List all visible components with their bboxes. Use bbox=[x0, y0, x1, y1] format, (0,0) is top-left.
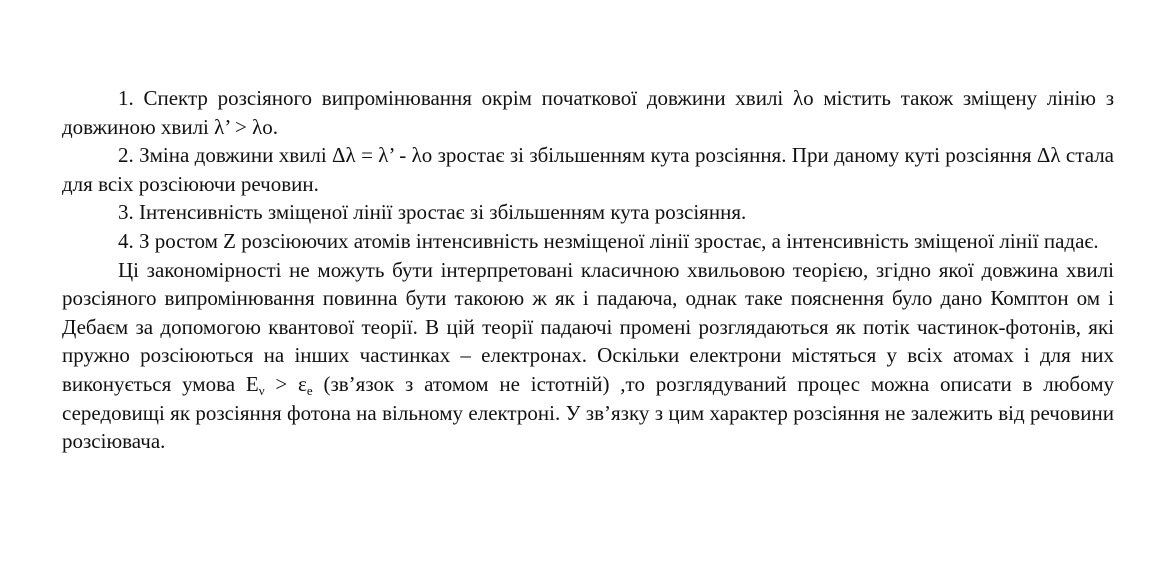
paragraph-2 bbox=[62, 141, 1114, 198]
paragraph-5-text-end: (зв’язок з атомом не істотній) ,то розглядуваний процес можна описати в любому середовищі як розсіяння фотона на вільному електроні. У зв’язку з цим характер розсіяння не залежить від речовини розсіювача. bbox=[62, 371, 1115, 454]
energy-subscript: ν bbox=[258, 382, 265, 398]
paragraph-5-text-middle: > ε bbox=[264, 371, 307, 396]
paragraph-4 bbox=[62, 227, 1114, 256]
paragraph-4-text: 4. З ростом Z розсіюючих атомів інтенсивність незміщеної лінії зростає, а інтенсивність зміщеної лінії падає. bbox=[118, 228, 1099, 253]
paragraph-3 bbox=[62, 198, 1114, 227]
epsilon-subscript: e bbox=[306, 382, 313, 398]
paragraph-2-text: 2. Зміна довжини хвилі Δλ = λ’ - λo зростає зі збільшенням кута розсіяння. При даному куті розсіяння Δλ стала для всіх розсіюючи речовин. bbox=[62, 143, 1114, 196]
paragraph-5 bbox=[62, 256, 1114, 456]
document-body bbox=[62, 84, 1114, 456]
paragraph-1-text: 1. Спектр розсіяного випромінювання окрім початкової довжини хвилі λo містить також зміщену лінію з довжиною хвилі λ’ > λo. bbox=[62, 86, 1114, 139]
paragraph-5-text-start: Ці закономірності не можуть бути інтерпретовані класичною хвильовою теорією, згідно якої довжина хвилі розсіяного випромінювання повинна бути такоюю ж як і падаюча, однак таке пояснення було дано Комптон ом і Дебаєм за допомогою квантової теорії. В цій теорії падаючі промені розглядаються як потік частинок-фотонів, які пружно розсіюються на інших частинках – електронах. Оскільки електрони містяться у всіх атомах і для них виконується умова E bbox=[62, 257, 1114, 396]
paragraph-1 bbox=[62, 84, 1114, 141]
paragraph-3-text: 3. Інтенсивність зміщеної лінії зростає зі збільшенням кута розсіяння. bbox=[118, 200, 747, 225]
